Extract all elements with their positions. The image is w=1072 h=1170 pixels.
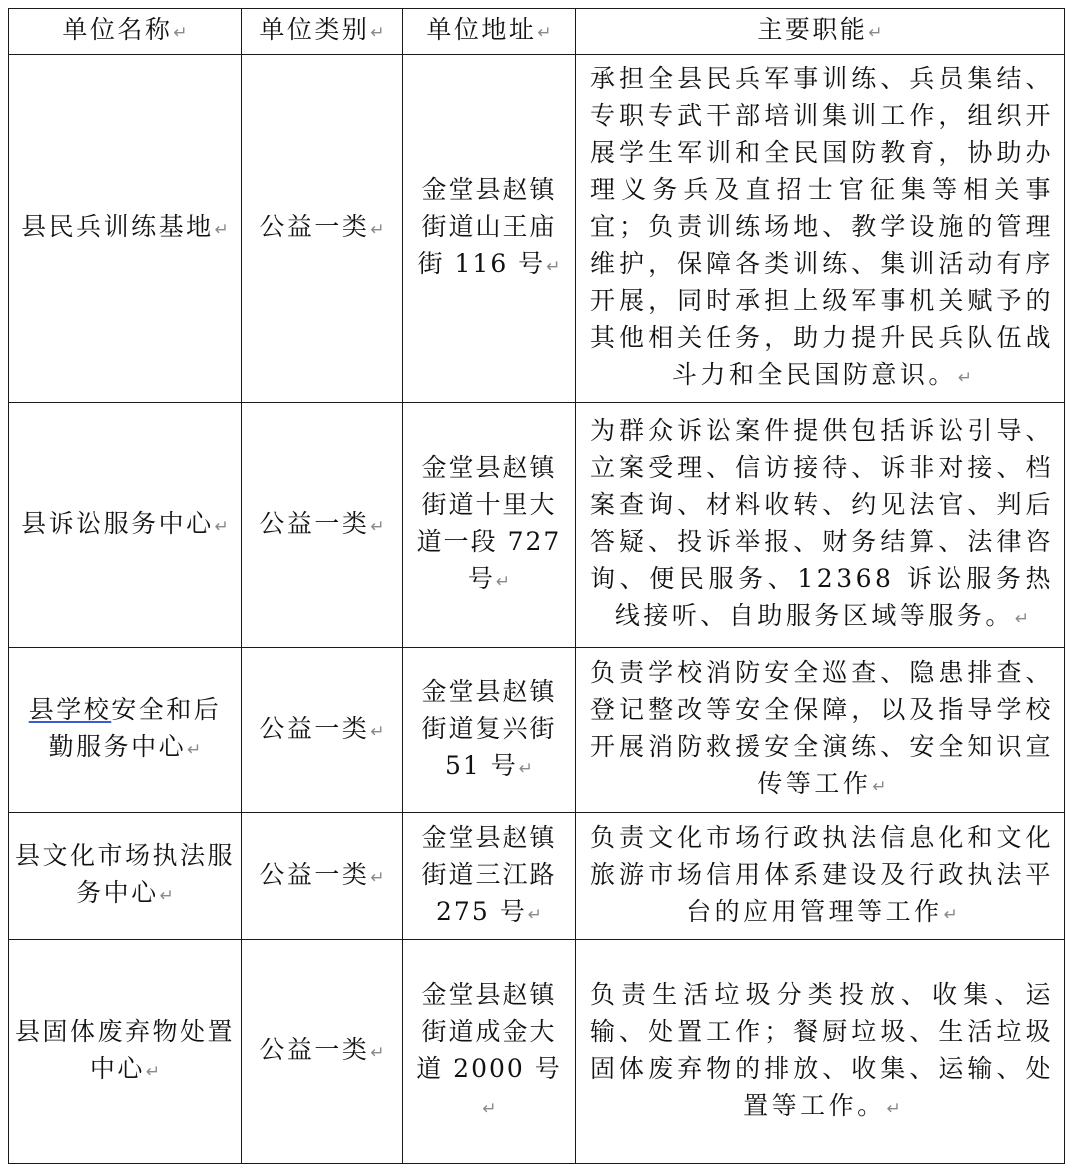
paragraph-mark-icon: ↵ <box>187 740 202 760</box>
unit-duties-cell: 负责学校消防安全巡查、隐患排查、登记整改等安全保障，以及指导学校开展消防救援安全演练、安全知识宣传等工作↵ <box>576 648 1065 813</box>
paragraph-mark-icon: ↵ <box>495 572 511 592</box>
unit-category-cell: 公益一类↵ <box>242 813 403 940</box>
paragraph-mark-icon: ↵ <box>370 23 385 43</box>
header-unit-category: 单位类别↵ <box>242 9 403 55</box>
unit-address-cell: 金堂县赵镇街道成金大道 2000 号↵ <box>403 940 576 1164</box>
paragraph-mark-icon: ↵ <box>370 721 385 742</box>
paragraph-mark-icon: ↵ <box>518 758 533 779</box>
paragraph-mark-icon: ↵ <box>943 904 958 925</box>
table-header-row <box>9 9 1065 55</box>
paragraph-mark-icon: ↵ <box>214 220 229 240</box>
units-table <box>8 8 1065 1164</box>
paragraph-mark-icon: ↵ <box>145 1061 161 1082</box>
unit-address-cell: 金堂县赵镇街道复兴街 51 号↵ <box>403 648 576 813</box>
paragraph-mark-icon: ↵ <box>957 368 973 388</box>
table-row <box>9 55 1065 403</box>
paragraph-mark-icon: ↵ <box>370 1043 385 1063</box>
paragraph-mark-icon: ↵ <box>159 886 174 906</box>
paragraph-mark-icon: ↵ <box>482 1098 497 1119</box>
unit-category-cell: 公益一类↵ <box>242 403 403 648</box>
unit-name-cell: 县固体废弃物处置中心↵ <box>9 940 242 1164</box>
paragraph-mark-icon: ↵ <box>868 23 883 43</box>
table-row <box>9 403 1065 648</box>
paragraph-mark-icon: ↵ <box>370 516 385 537</box>
paragraph-mark-icon: ↵ <box>214 516 229 537</box>
paragraph-mark-icon: ↵ <box>527 904 542 925</box>
unit-name-cell: 县诉讼服务中心↵ <box>9 403 242 648</box>
paragraph-mark-icon: ↵ <box>546 257 561 277</box>
header-main-duties: 主要职能↵ <box>576 9 1065 55</box>
header-unit-name: 单位名称↵ <box>9 9 242 55</box>
unit-duties-cell: 负责文化市场行政执法信息化和文化旅游市场信用体系建设及行政执法平台的应用管理等工作↵ <box>576 813 1065 940</box>
paragraph-mark-icon: ↵ <box>1014 609 1030 629</box>
table-row <box>9 648 1065 813</box>
paragraph-mark-icon: ↵ <box>370 220 385 240</box>
unit-duties-cell: 负责生活垃圾分类投放、收集、运输、处置工作；餐厨垃圾、生活垃圾固体废弃物的排放、收集、运输、处置等工作。↵ <box>576 940 1065 1164</box>
unit-category-cell: 公益一类↵ <box>242 55 403 403</box>
unit-category-cell: 公益一类↵ <box>242 940 403 1164</box>
unit-address-cell: 金堂县赵镇街道十里大道一段 727 号↵ <box>403 403 576 648</box>
paragraph-mark-icon: ↵ <box>537 23 552 43</box>
paragraph-mark-icon: ↵ <box>370 867 385 888</box>
unit-name-cell: 县文化市场执法服务中心↵ <box>9 813 242 940</box>
header-unit-address: 单位地址↵ <box>403 9 576 55</box>
paragraph-mark-icon: ↵ <box>872 777 887 797</box>
paragraph-mark-icon: ↵ <box>886 1098 901 1119</box>
unit-name-cell: 县学校安全和后勤服务中心↵ <box>9 648 242 813</box>
unit-category-cell: 公益一类↵ <box>242 648 403 813</box>
unit-duties-cell: 为群众诉讼案件提供包括诉讼引导、立案受理、信访接待、诉非对接、档案查询、材料收转、约见法官、判后答疑、投诉举报、财务结算、法律咨询、便民服务、12368 诉讼服务热线接听、自助服务区域等服务。↵ <box>576 403 1065 648</box>
table-row <box>9 813 1065 940</box>
table-row <box>9 940 1065 1164</box>
unit-name-cell: 县民兵训练基地↵ <box>9 55 242 403</box>
unit-duties-cell: 承担全县民兵军事训练、兵员集结、专职专武干部培训集训工作，组织开展学生军训和全民国防教育，协助办理义务兵及直招士官征集等相关事宜；负责训练场地、教学设施的管理维护，保障各类训练、集训活动有序开展，同时承担上级军事机关赋予的其他相关任务，助力提升民兵队伍战斗力和全民国防意识。↵ <box>576 55 1065 403</box>
unit-address-cell: 金堂县赵镇街道三江路 275 号↵ <box>403 813 576 940</box>
underlined-name-text: 县学校 <box>28 695 112 724</box>
unit-address-cell: 金堂县赵镇街道山王庙街 116 号↵ <box>403 55 576 403</box>
paragraph-mark-icon: ↵ <box>173 23 188 43</box>
